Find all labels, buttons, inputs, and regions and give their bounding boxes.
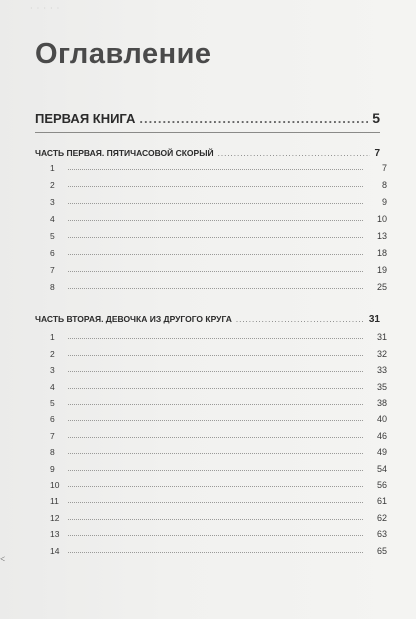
chapter-page-number: 38 — [376, 397, 387, 408]
dot-leader — [68, 169, 363, 170]
toc-chapter-row — [50, 174, 387, 190]
chapter-number: 7 — [50, 264, 55, 275]
dot-leader — [68, 519, 363, 520]
chapter-number: 13 — [50, 529, 60, 540]
chapter-number: 3 — [50, 197, 55, 208]
toc-chapter-row — [50, 258, 387, 274]
chapter-number: 8 — [50, 281, 55, 292]
dot-leader — [68, 254, 363, 255]
chapter-page-number: 8 — [381, 180, 387, 191]
chapter-page-number: 10 — [376, 214, 387, 225]
toc-chapter-row — [50, 506, 387, 522]
dot-leader — [68, 502, 363, 503]
dot-leader — [68, 437, 363, 438]
toc-chapter-row — [50, 242, 387, 258]
toc-chapter-row — [50, 523, 387, 539]
chapter-number: 6 — [50, 414, 55, 425]
running-head: · · · · · — [30, 4, 61, 13]
toc-chapter-row — [50, 392, 387, 408]
chapter-number: 5 — [50, 397, 55, 408]
toc-chapter-row — [50, 408, 387, 424]
chapter-number: 3 — [50, 365, 55, 376]
dot-leader — [68, 470, 363, 471]
chapter-page-number: 25 — [376, 281, 387, 292]
chapter-number: 11 — [50, 496, 59, 507]
part-label: ЧАСТЬ ВТОРАЯ. ДЕВОЧКА ИЗ ДРУГОГО КРУГА — [35, 314, 232, 324]
dot-leader — [236, 315, 365, 324]
part-page-number: 31 — [368, 314, 380, 325]
dot-leader — [68, 355, 363, 356]
chapter-page-number: 13 — [376, 230, 387, 241]
dot-leader — [68, 535, 363, 536]
chapter-number: 4 — [50, 214, 55, 225]
dot-leader — [68, 338, 363, 339]
toc-chapter-row — [50, 275, 387, 291]
chapter-page-number: 7 — [381, 163, 387, 174]
chapter-number: 9 — [50, 463, 55, 474]
chapter-page-number: 63 — [376, 529, 387, 540]
chapter-page-number: 61 — [376, 496, 387, 507]
chapter-page-number: 56 — [376, 479, 387, 490]
dot-leader — [68, 186, 363, 187]
chapter-page-number: 31 — [376, 332, 387, 343]
chapter-page-number: 49 — [376, 447, 387, 458]
dot-leader — [68, 404, 363, 405]
toc-chapter-row — [50, 490, 387, 506]
chapter-page-number: 35 — [376, 381, 387, 392]
chapter-page-number: 32 — [376, 348, 387, 359]
chapter-page-number: 19 — [376, 264, 387, 275]
dot-leader — [139, 111, 368, 126]
dot-leader — [68, 220, 363, 221]
dot-leader — [68, 453, 363, 454]
toc-chapter-row — [50, 539, 387, 555]
part-page-number: 7 — [374, 148, 380, 159]
chapter-page-number: 65 — [376, 545, 387, 556]
chapter-number: 14 — [50, 545, 60, 556]
chapter-page-number: 62 — [376, 512, 387, 523]
book-page-number: 5 — [372, 110, 380, 126]
toc-chapter-row — [50, 326, 387, 342]
page-title: Оглавление — [35, 38, 212, 70]
toc-chapter-row — [50, 208, 387, 224]
chapter-number: 2 — [50, 180, 55, 191]
dot-leader — [68, 271, 363, 272]
toc-chapter-row — [50, 441, 387, 457]
dot-leader — [68, 288, 363, 289]
chapter-number: 5 — [50, 230, 55, 241]
dot-leader — [68, 237, 363, 238]
toc-chapter-row — [50, 375, 387, 391]
chapter-page-number: 18 — [376, 247, 387, 258]
chapter-number: 8 — [50, 447, 55, 458]
toc-chapter-row — [50, 359, 387, 375]
dot-leader — [68, 420, 363, 421]
dot-leader — [68, 486, 363, 487]
gutter-mark: ˂ — [0, 554, 6, 564]
chapter-number: 10 — [50, 479, 60, 490]
dot-leader — [68, 388, 363, 389]
chapter-number: 6 — [50, 247, 55, 258]
book-rule — [35, 132, 380, 133]
chapter-page-number: 9 — [381, 197, 387, 208]
chapter-page-number: 33 — [376, 365, 387, 376]
chapter-number: 12 — [50, 512, 60, 523]
toc-chapter-row — [50, 157, 387, 173]
chapter-number: 4 — [50, 381, 55, 392]
chapter-number: 7 — [50, 430, 55, 441]
chapter-number: 1 — [50, 163, 55, 174]
dot-leader — [68, 552, 363, 553]
dot-leader — [68, 371, 363, 372]
toc-chapter-row — [50, 342, 387, 358]
toc-chapter-row — [50, 457, 387, 473]
toc-chapter-row — [50, 424, 387, 440]
toc-book-entry — [35, 110, 380, 126]
chapter-number: 1 — [50, 332, 55, 343]
toc-chapter-row — [50, 225, 387, 241]
chapter-page-number: 40 — [376, 414, 387, 425]
book-label: ПЕРВАЯ КНИГА — [35, 111, 136, 126]
toc-chapter-row — [50, 474, 387, 490]
toc-part-entry — [35, 314, 380, 325]
chapter-page-number: 46 — [376, 430, 387, 441]
part-label: ЧАСТЬ ПЕРВАЯ. ПЯТИЧАСОВОЙ СКОРЫЙ — [35, 148, 214, 158]
dot-leader — [68, 203, 363, 204]
toc-chapter-row — [50, 191, 387, 207]
chapter-number: 2 — [50, 348, 55, 359]
chapter-page-number: 54 — [376, 463, 387, 474]
